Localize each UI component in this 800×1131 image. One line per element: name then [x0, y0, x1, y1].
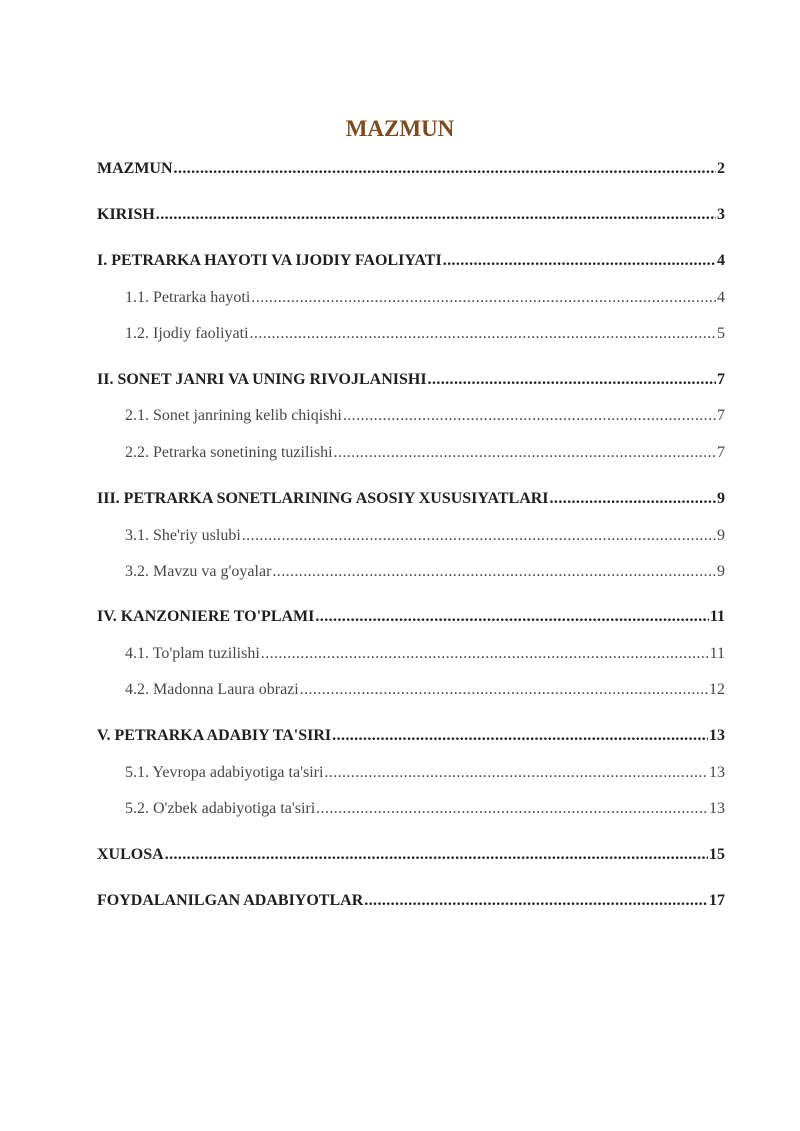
toc-entry-chapter[interactable] — [97, 892, 725, 910]
toc-entry-section[interactable] — [125, 444, 725, 462]
toc-entry-label: 1.1. Petrarka hayoti — [125, 289, 251, 306]
toc-entry-page-number: 9 — [717, 490, 725, 507]
dot-leader — [443, 252, 716, 270]
toc-entry-section[interactable] — [125, 325, 725, 343]
toc-entry-chapter[interactable] — [97, 846, 725, 864]
toc-entry-label: I. PETRARKA HAYOTI VA IJODIY FAOLIYATI — [97, 252, 442, 269]
toc-entry-chapter[interactable] — [97, 160, 725, 178]
dot-leader — [165, 846, 708, 864]
toc-entry-page-number: 15 — [709, 846, 725, 863]
toc-entry-page-number: 11 — [709, 645, 725, 662]
toc-entry-page-number: 9 — [717, 527, 725, 544]
toc-entry-page-number: 5 — [717, 325, 725, 342]
dot-leader — [261, 645, 709, 663]
toc-entry-chapter[interactable] — [97, 727, 725, 745]
toc-entry-section[interactable] — [125, 681, 725, 699]
dot-leader — [174, 160, 716, 178]
toc-entry-label: XULOSA — [97, 846, 164, 863]
toc-entry-page-number: 17 — [709, 892, 725, 909]
toc-entry-page-number: 13 — [709, 800, 725, 817]
toc-entry-page-number: 9 — [717, 563, 725, 580]
toc-entry-label: FOYDALANILGAN ADABIYOTLAR — [97, 892, 364, 909]
toc-entry-page-number: 7 — [717, 407, 725, 424]
dot-leader — [550, 490, 716, 508]
toc-entry-page-number: 4 — [717, 252, 725, 269]
dot-leader — [242, 527, 716, 545]
toc-entry-page-number: 3 — [717, 206, 725, 223]
toc-entry-section[interactable] — [125, 527, 725, 545]
toc-entry-section[interactable] — [125, 764, 725, 782]
dot-leader — [343, 407, 716, 425]
toc-entry-label: IV. KANZONIERE TO'PLAMI — [97, 608, 315, 625]
toc-entry-section[interactable] — [125, 645, 725, 663]
toc-entry-label: 2.2. Petrarka sonetining tuzilishi — [125, 444, 333, 461]
dot-leader — [428, 371, 716, 389]
toc-entry-section[interactable] — [125, 407, 725, 425]
toc-entry-chapter[interactable] — [97, 490, 725, 508]
toc-entry-section[interactable] — [125, 563, 725, 581]
toc-entry-label: 4.2. Madonna Laura obrazi — [125, 681, 299, 698]
toc-entry-page-number: 7 — [717, 371, 725, 388]
toc-entry-chapter[interactable] — [97, 371, 725, 389]
dot-leader — [250, 325, 716, 343]
toc-entry-label: III. PETRARKA SONETLARINING ASOSIY XUSUSIYATLARI — [97, 490, 549, 507]
toc-entry-section[interactable] — [125, 800, 725, 818]
dot-leader — [272, 563, 716, 581]
dot-leader — [315, 608, 708, 626]
toc-entry-page-number: 12 — [709, 681, 725, 698]
dot-leader — [324, 764, 708, 782]
toc-entry-chapter[interactable] — [97, 608, 725, 626]
toc-entry-label: 3.1. She'riy uslubi — [125, 527, 241, 544]
toc-entry-page-number: 13 — [709, 764, 725, 781]
toc-entry-label: 3.2. Mavzu va g'oyalar — [125, 563, 272, 580]
dot-leader — [316, 800, 708, 818]
dot-leader — [334, 444, 716, 462]
toc-entry-chapter[interactable] — [97, 206, 725, 224]
toc-entry-label: KIRISH — [97, 206, 155, 223]
dot-leader — [156, 206, 716, 224]
toc-entry-label: 1.2. Ijodiy faoliyati — [125, 325, 249, 342]
toc-entry-page-number: 11 — [709, 608, 725, 625]
toc-entry-page-number: 13 — [709, 727, 725, 744]
toc-entry-page-number: 7 — [717, 444, 725, 461]
dot-leader — [364, 892, 708, 910]
dot-leader — [332, 727, 708, 745]
toc-entry-label: 5.1. Yevropa adabiyotiga ta'siri — [125, 764, 324, 781]
toc-entry-label: 4.1. To'plam tuzilishi — [125, 645, 260, 662]
toc-entry-label: 2.1. Sonet janrining kelib chiqishi — [125, 407, 342, 424]
toc-entry-label: V. PETRARKA ADABIY TA'SIRI — [97, 727, 332, 744]
page-title: MAZMUN — [345, 116, 455, 141]
toc-entry-chapter[interactable] — [97, 252, 725, 270]
toc-entry-page-number: 2 — [717, 160, 725, 177]
toc-entry-label: II. SONET JANRI VA UNING RIVOJLANISHI — [97, 371, 427, 388]
toc-entry-page-number: 4 — [717, 289, 725, 306]
toc-entry-label: 5.2. O'zbek adabiyotiga ta'siri — [125, 800, 316, 817]
toc-entry-label: MAZMUN — [97, 160, 173, 177]
toc-entry-section[interactable] — [125, 289, 725, 307]
dot-leader — [300, 681, 708, 699]
dot-leader — [251, 289, 716, 307]
